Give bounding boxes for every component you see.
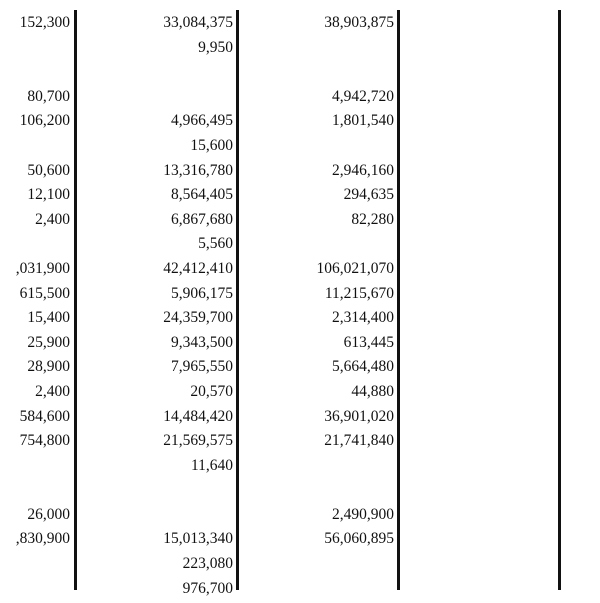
table-cell: 20,570 [190,382,233,400]
table-row [0,554,600,579]
table-cell: 21,741,840 [324,432,394,450]
table-cell: 7,965,550 [171,358,233,376]
table-row [0,13,600,38]
table-cell: 36,901,020 [324,407,394,425]
table-cell: 11,640 [190,456,233,474]
table-cell: 25,900 [27,333,70,351]
table-cell: 6,867,680 [171,210,233,228]
table-cell: 38,903,875 [324,14,394,31]
table-cell: 2,400 [35,210,70,228]
table-cell: ,830,900 [15,530,70,548]
table-row [0,38,600,63]
table-cell: 106,021,070 [316,259,394,277]
table-row [0,161,600,186]
table-cell: 42,412,410 [163,259,233,277]
table-row [0,357,600,382]
table-cell: 584,600 [19,407,70,425]
table-cell: 106,200 [19,112,70,130]
table-cell: 2,946,160 [332,161,394,179]
table-cell: 615,500 [19,284,70,302]
table-row [0,259,600,284]
table-cell: 4,966,495 [171,112,233,130]
table-cell: 9,343,500 [171,333,233,351]
table-row [0,210,600,235]
table-cell: 1,801,540 [332,112,394,130]
table-cell: 15,400 [27,309,70,327]
table-cell: 12,100 [27,186,70,204]
table-cell: 44,880 [351,382,394,400]
table-cell: 152,300 [19,14,70,31]
table-cell: 50,600 [27,161,70,179]
table-row [0,505,600,530]
table-cell: 5,664,480 [332,358,394,376]
table-row [0,234,600,259]
table-cell: 26,000 [27,505,70,523]
table-cell: 294,635 [343,186,394,204]
table-cell: ,031,900 [15,259,70,277]
table-row [0,284,600,309]
table-cell: 223,080 [182,555,233,573]
table-cell: 2,314,400 [332,309,394,327]
table-cell: 14,484,420 [163,407,233,425]
table-cell: 21,569,575 [163,432,233,450]
table-cell: 33,084,375 [163,14,233,31]
table-row [0,136,600,161]
table-cell: 8,564,405 [171,186,233,204]
table-cell: 13,316,780 [163,161,233,179]
table-row [0,87,600,112]
table-cell: 613,445 [343,333,394,351]
table-cell: 4,942,720 [332,87,394,105]
table-row [0,308,600,333]
table-row [0,480,600,505]
table-row [0,407,600,432]
table-cell: 56,060,895 [324,530,394,548]
table-row [0,431,600,456]
table-row [0,382,600,407]
table-cell: 15,600 [190,136,233,154]
table-row [0,456,600,481]
table-cell: 9,950 [198,38,233,56]
table-row [0,111,600,136]
table-cell: 754,800 [19,432,70,450]
table-row [0,62,600,87]
table-cell: 5,560 [198,235,233,253]
table-cell: 11,215,670 [324,284,394,302]
table-cell: 2,490,900 [332,505,394,523]
table-cell: 28,900 [27,358,70,376]
table-row [0,333,600,358]
table-cell: 82,280 [351,210,394,228]
table-cell: 80,700 [27,87,70,105]
table-row [0,185,600,210]
table-cell: 976,700 [182,579,233,597]
table-row [0,579,600,603]
number-table [0,13,600,603]
table-cell: 2,400 [35,382,70,400]
table-cell: 24,359,700 [163,309,233,327]
table-cell: 5,906,175 [171,284,233,302]
table-cell: 15,013,340 [163,530,233,548]
table-row [0,529,600,554]
